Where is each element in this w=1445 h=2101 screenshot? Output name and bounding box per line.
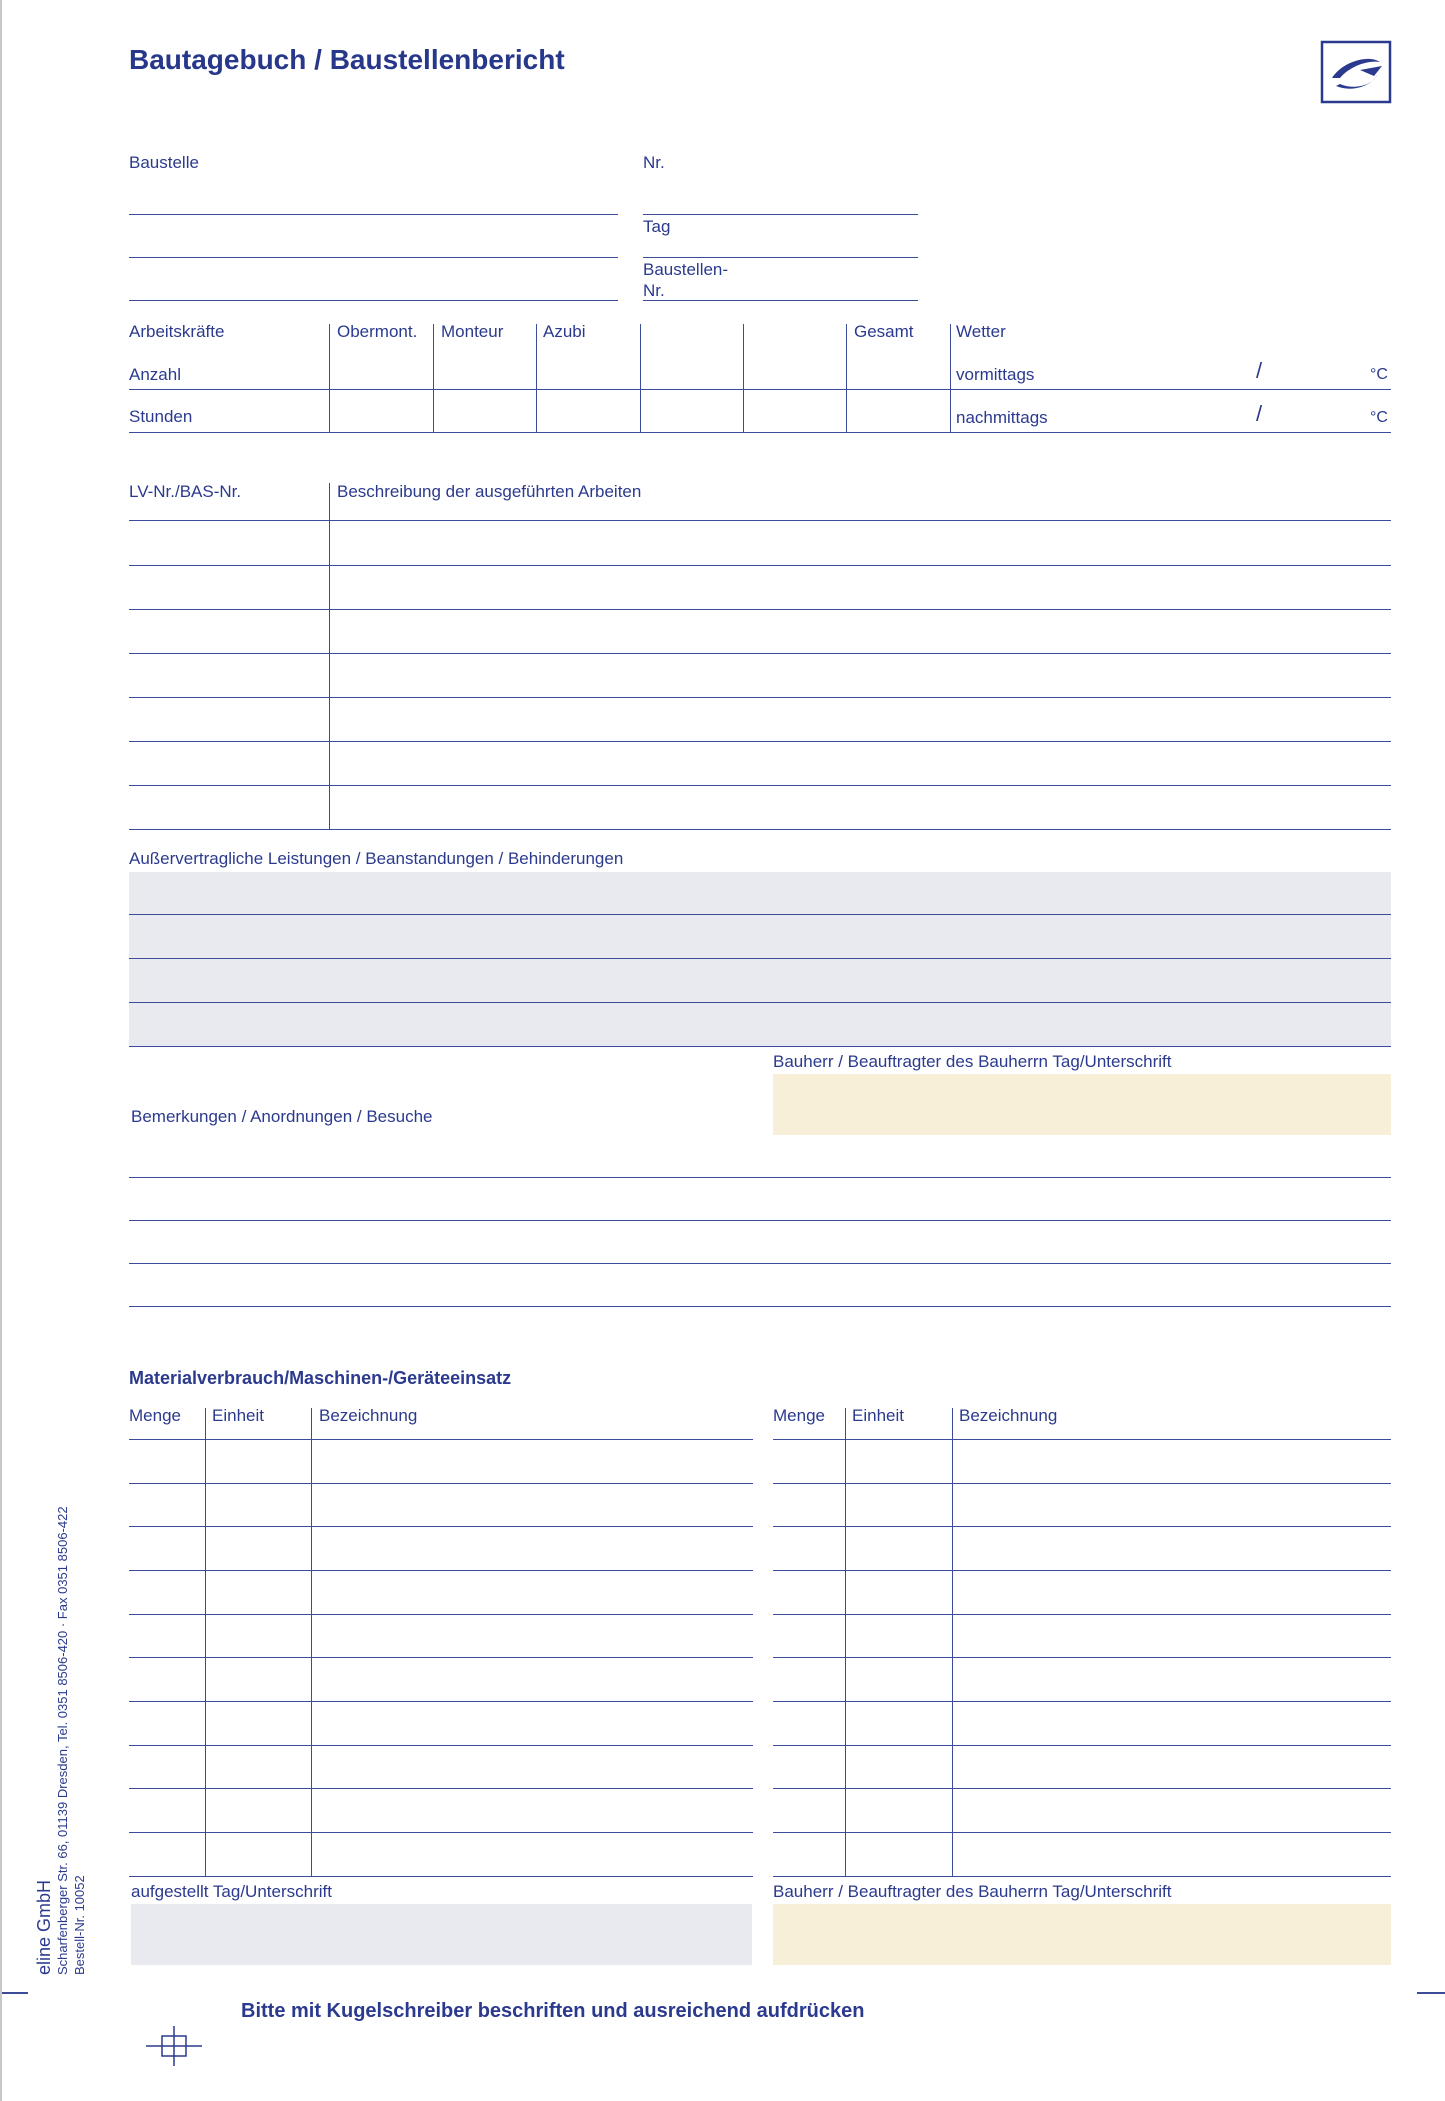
work-row-line[interactable] — [129, 829, 1391, 830]
left-material-row-line[interactable] — [129, 1701, 753, 1702]
right-material-row-line[interactable] — [773, 1832, 1391, 1833]
workers-col-divider — [433, 324, 434, 433]
left-material-row-line[interactable] — [129, 1745, 753, 1746]
left-material-row-line[interactable] — [129, 1526, 753, 1527]
baustelle-line-1[interactable] — [129, 214, 618, 215]
right-col-divider — [952, 1408, 953, 1876]
left-col-menge: Menge — [129, 1406, 181, 1425]
work-row-line[interactable] — [129, 565, 1391, 566]
left-material-row-line[interactable] — [129, 1832, 753, 1833]
weather-line-2[interactable] — [951, 432, 1391, 433]
wetter-label: Wetter — [956, 322, 1006, 341]
nr-field-line[interactable] — [643, 214, 918, 215]
left-material-row-line[interactable] — [129, 1614, 753, 1615]
remarks-row-line[interactable] — [129, 1177, 1391, 1178]
tag-field-line[interactable] — [643, 257, 918, 258]
vormittags-unit: °C — [1370, 366, 1388, 383]
work-row-line[interactable] — [129, 785, 1391, 786]
workers-col-divider — [743, 324, 744, 433]
right-material-row-line[interactable] — [773, 1483, 1391, 1484]
remarks-row-line[interactable] — [129, 1220, 1391, 1221]
edge-tick-right — [1417, 1992, 1445, 1994]
extra-row-line — [129, 1046, 1391, 1047]
left-material-row-line[interactable] — [129, 1483, 753, 1484]
right-material-row-line[interactable] — [773, 1788, 1391, 1789]
work-row-line[interactable] — [129, 653, 1391, 654]
right-col-divider — [845, 1408, 846, 1876]
work-row-line[interactable] — [129, 697, 1391, 698]
crosshair-mark-icon — [146, 2026, 202, 2066]
page-border-left — [0, 0, 2, 2101]
left-col-divider — [311, 1408, 312, 1876]
nachmittags-label: nachmittags — [956, 408, 1048, 427]
workers-col-divider — [536, 324, 537, 433]
aufgestellt-signature-field[interactable] — [131, 1904, 752, 1965]
left-material-row-line[interactable] — [129, 1657, 753, 1658]
bauherr-signature-field-bottom[interactable] — [773, 1904, 1391, 1965]
left-material-row-line[interactable] — [129, 1876, 753, 1877]
workers-col-divider — [950, 324, 951, 433]
company-name: eline GmbH — [34, 1879, 54, 1975]
workers-col-divider — [846, 324, 847, 433]
work-col-divider — [329, 483, 330, 829]
col-monteur: Monteur — [441, 322, 504, 341]
bemerkungen-label: Bemerkungen / Anordnungen / Besuche — [131, 1107, 433, 1126]
left-material-row-line[interactable] — [129, 1788, 753, 1789]
remarks-row-line[interactable] — [129, 1263, 1391, 1264]
arbeitskraefte-label: Arbeitskräfte — [129, 322, 225, 341]
company-address: Scharfenberger Str. 66, 01139 Dresden, Tel. 0351 8506-420 · Fax 0351 8506-422 — [55, 1506, 70, 1975]
extra-row-line — [129, 958, 1391, 959]
work-row-line[interactable] — [129, 609, 1391, 610]
left-material-row-line[interactable] — [129, 1439, 753, 1440]
workers-row-line-1 — [129, 389, 951, 390]
left-material-row-line[interactable] — [129, 1570, 753, 1571]
right-col-bezeichnung: Bezeichnung — [959, 1406, 1058, 1425]
nachmittags-unit: °C — [1370, 409, 1388, 426]
baustellen-nr-field-line[interactable] — [643, 300, 918, 301]
nr-label: Nr. — [643, 153, 665, 172]
weather-line-1[interactable] — [951, 389, 1391, 390]
edge-tick-left — [0, 1992, 28, 1994]
extra-row-line — [129, 1002, 1391, 1003]
right-material-row-line[interactable] — [773, 1526, 1391, 1527]
right-material-row-line[interactable] — [773, 1439, 1391, 1440]
nachmittags-separator: / — [1256, 401, 1263, 426]
left-col-divider — [205, 1408, 206, 1876]
right-material-row-line[interactable] — [773, 1570, 1391, 1571]
bauherr-signature-label-bottom: Bauherr / Beauftragter des Bauherrn Tag/Unterschrift — [773, 1882, 1172, 1901]
right-material-row-line[interactable] — [773, 1614, 1391, 1615]
right-material-row-line[interactable] — [773, 1701, 1391, 1702]
company-sidebar — [34, 1455, 89, 1975]
bauherr-signature-field-top[interactable] — [773, 1074, 1391, 1135]
right-col-menge: Menge — [773, 1406, 825, 1425]
row-anzahl-label: Anzahl — [129, 365, 181, 384]
beschreibung-label: Beschreibung der ausgeführten Arbeiten — [337, 482, 642, 501]
page-title: Bautagebuch / Baustellenbericht — [129, 44, 565, 75]
baustellen-nr-label-1: Baustellen- — [643, 260, 729, 279]
row-stunden-label: Stunden — [129, 407, 193, 426]
order-number: Bestell-Nr. 10052 — [71, 1875, 87, 1975]
work-row-line[interactable] — [129, 520, 1391, 521]
col-gesamt: Gesamt — [854, 322, 914, 341]
workers-col-divider — [640, 324, 641, 433]
ausservertragliche-label: Außervertragliche Leistungen / Beanstandungen / Behinderungen — [129, 849, 624, 868]
baustelle-line-3[interactable] — [129, 300, 618, 301]
left-col-bezeichnung: Bezeichnung — [319, 1406, 418, 1425]
material-section-title: Materialverbrauch/Maschinen-/Geräteeinsatz — [129, 1368, 512, 1388]
col-azubi: Azubi — [543, 322, 586, 341]
right-col-einheit: Einheit — [852, 1406, 904, 1425]
workers-col-divider — [329, 324, 330, 433]
vormittags-label: vormittags — [956, 365, 1035, 384]
right-material-row-line[interactable] — [773, 1745, 1391, 1746]
vormittags-separator: / — [1256, 358, 1263, 383]
right-material-row-line[interactable] — [773, 1657, 1391, 1658]
extra-services-area[interactable] — [129, 872, 1391, 1047]
workers-row-line-2 — [129, 432, 951, 433]
col-obermont: Obermont. — [337, 322, 418, 341]
work-row-line[interactable] — [129, 741, 1391, 742]
footer-note: Bitte mit Kugelschreiber beschriften und ausreichend aufdrücken — [241, 2000, 865, 2022]
bauherr-signature-label-top: Bauherr / Beauftragter des Bauherrn Tag/Unterschrift — [773, 1052, 1172, 1071]
aufgestellt-signature-label: aufgestellt Tag/Unterschrift — [131, 1882, 332, 1901]
remarks-row-line[interactable] — [129, 1306, 1391, 1307]
baustellen-nr-label-2: Nr. — [643, 281, 665, 300]
right-material-row-line[interactable] — [773, 1876, 1391, 1877]
left-col-einheit: Einheit — [212, 1406, 264, 1425]
baustelle-label: Baustelle — [129, 153, 199, 172]
extra-row-line — [129, 914, 1391, 915]
baustelle-line-2[interactable] — [129, 257, 618, 258]
tag-label: Tag — [643, 217, 671, 236]
swoosh-logo-icon — [1320, 40, 1392, 104]
lv-nr-label: LV-Nr./BAS-Nr. — [129, 482, 242, 501]
